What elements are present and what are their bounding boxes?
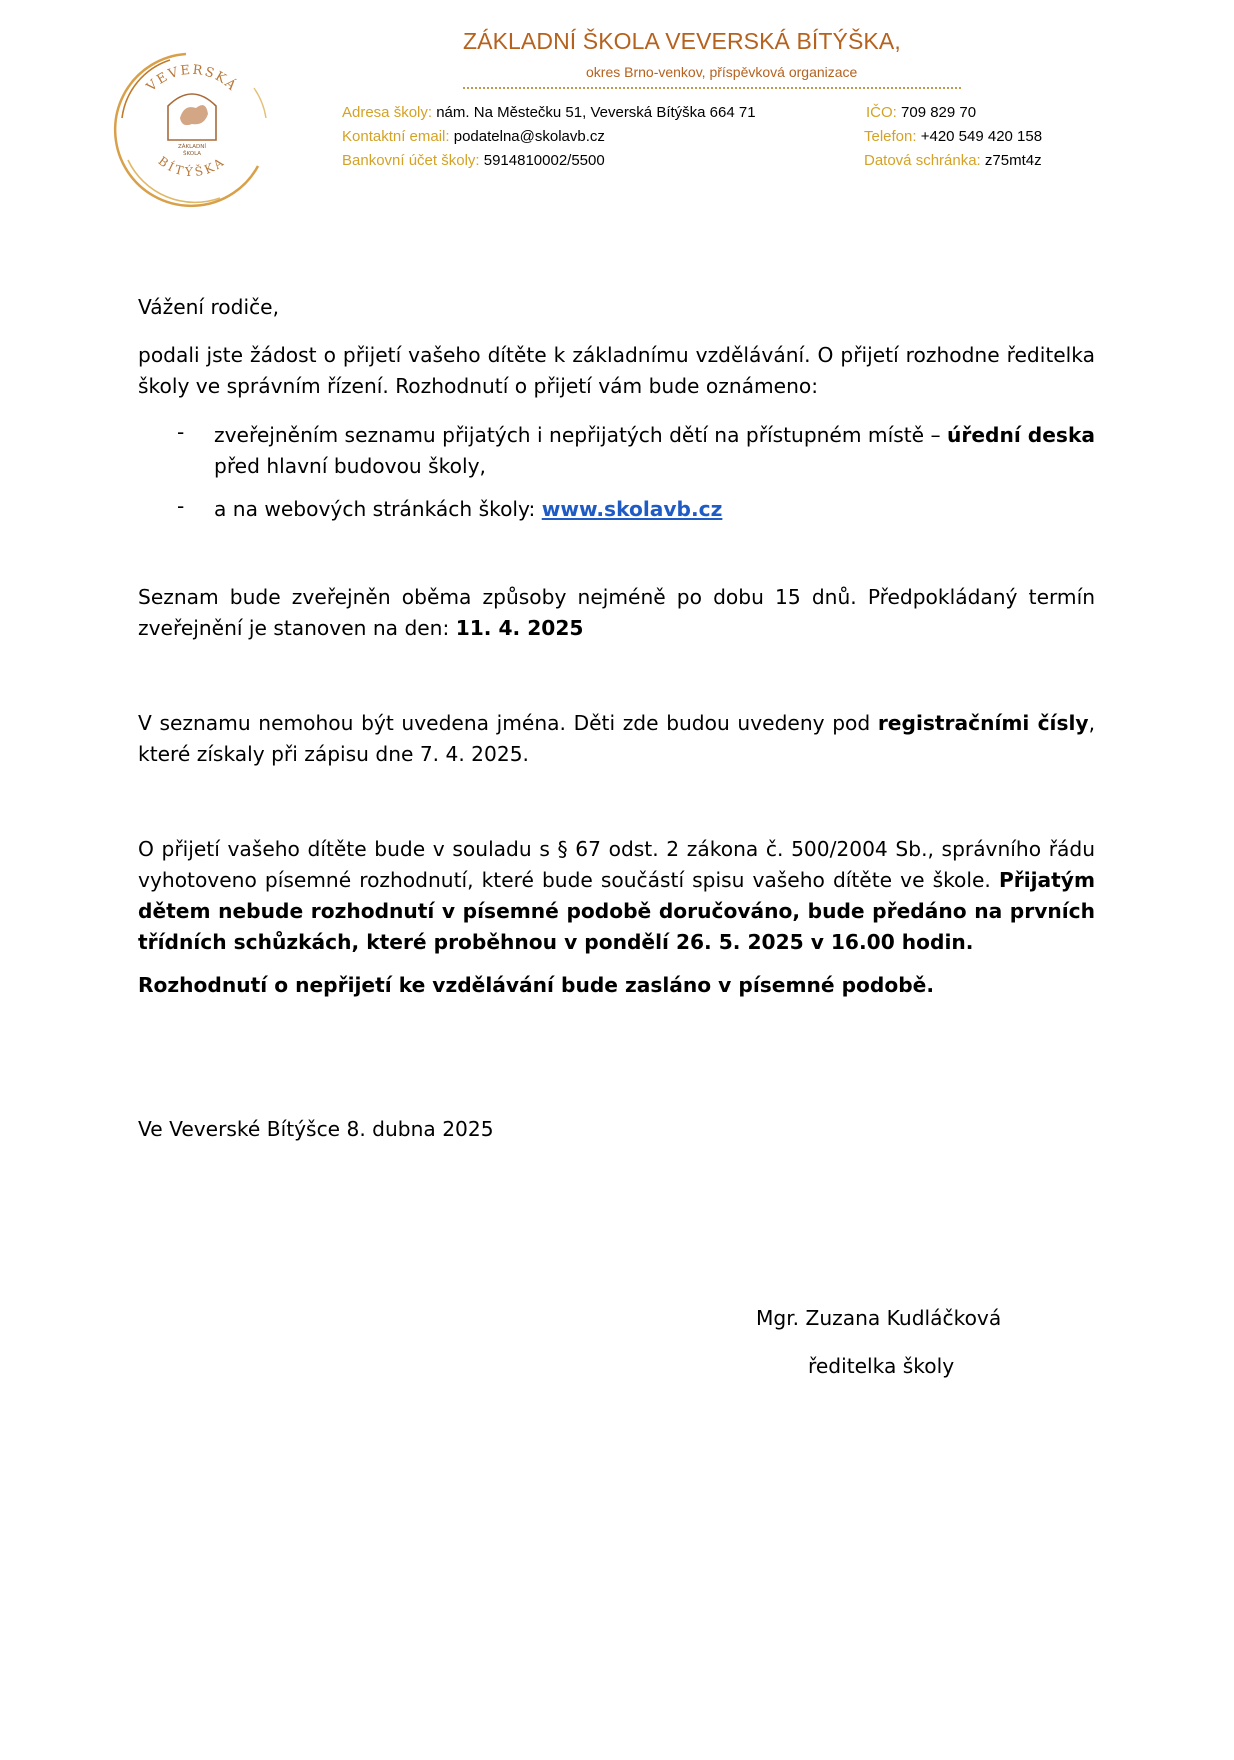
bank-value: 5914810002/5500 (483, 152, 605, 169)
bullet1-bold: úřední deska (947, 423, 1095, 447)
publish-date: 11. 4. 2025 (455, 616, 584, 640)
databox-label: Datová schránka: (864, 152, 981, 169)
school-name: ZÁKLADNÍ ŠKOLA VEVERSKÁ BÍTÝŠKA, (463, 28, 901, 54)
bank-line (342, 152, 605, 169)
signer-role: ředitelka školy (808, 1354, 955, 1378)
phone-value: +420 549 420 158 (920, 128, 1043, 145)
email-line (342, 128, 605, 145)
ico-label: IČO: (866, 104, 897, 121)
bank-label: Bankovní účet školy: (342, 152, 480, 169)
intro-paragraph: podali jste žádost o přijetí vašeho dítěte k základnímu vzdělávání. O přijetí rozhodne ředitelka školy ve správním řízení. Rozhodnutí o přijetí vám bude oznámeno: (138, 343, 1095, 398)
bullet-dash: - (177, 494, 185, 518)
rejection-bold: Rozhodnutí o nepřijetí ke vzdělávání bude zasláno v písemné podobě. (138, 973, 935, 997)
svg-text:BÍTÝŠKA (156, 154, 229, 179)
names-bold: registračními čísly (877, 711, 1089, 735)
databox-line (864, 152, 1042, 169)
address-line (342, 104, 756, 121)
publish-text: Seznam bude zveřejněn oběma způsoby nejméně po dobu 15 dnů. Předpokládaný termín zveřejnění je stanoven na den: (138, 585, 1095, 640)
logo-inner-line1: ZÁKLADNÍ (177, 144, 207, 150)
school-subtitle: okres Brno-venkov, příspěvková organizace (586, 64, 858, 80)
phone-label: Telefon: (864, 128, 917, 145)
email-value[interactable]: podatelna@skolavb.cz (453, 128, 605, 145)
place-date: Ve Veverské Bítýšce 8. dubna 2025 (138, 1117, 494, 1141)
logo-text-top: VEVERSKÁ (144, 62, 240, 95)
names-paragraph (138, 708, 1095, 770)
greeting: Vážení rodiče, (138, 295, 280, 319)
bullet-dash: - (177, 420, 185, 444)
signer-name: Mgr. Zuzana Kudláčková (756, 1306, 1002, 1330)
bullet1-rest: před hlavní budovou školy, (214, 454, 486, 478)
logo-text-bottom: BÍTÝŠKA (155, 153, 229, 180)
phone-line (864, 128, 1042, 145)
bullet-item-notice-board (214, 420, 1095, 482)
school-logo (108, 48, 276, 208)
publish-paragraph (138, 582, 1095, 644)
databox-value: z75mt4z (984, 152, 1042, 169)
decision-paragraph (138, 834, 1095, 958)
address-value: nám. Na Městečku 51, Veverská Bítýška 664 71 (436, 104, 756, 121)
bullet2-text: a na webových stránkách školy: (214, 497, 542, 521)
address-label: Adresa školy: (342, 104, 433, 121)
bullet-item-website (214, 494, 1095, 525)
rejection-paragraph (138, 970, 1095, 1001)
names-rest: , které získaly při zápisu dne 7. 4. 2025. (138, 711, 1095, 766)
svg-text:VEVERSKÁ (143, 63, 240, 96)
bullet1-text: zveřejněním seznamu přijatých i nepřijatých dětí na přístupném místě – (214, 423, 947, 447)
ico-line (866, 104, 976, 121)
ico-value: 709 829 70 (901, 104, 977, 121)
names-text: V seznamu nemohou být uvedena jména. Děti zde budou uvedeny pod (138, 711, 878, 735)
decision-bold: Přijatým dětem nebude rozhodnutí v písemné podobě doručováno, bude předáno na prvních třídních schůzkách, které proběhnou v pondělí 26. 5. 2025 v 16.00 hodin. (138, 868, 1095, 954)
logo-inner-line2: ŠKOLA (182, 151, 202, 157)
header-divider (463, 87, 961, 89)
website-link[interactable]: www.skolavb.cz (541, 497, 723, 521)
email-label: Kontaktní email: (342, 128, 450, 145)
decision-text: O přijetí vašeho dítěte bude v souladu s § 67 odst. 2 zákona č. 500/2004 Sb., správního řádu vyhotoveno písemné rozhodnutí, které bude součástí spisu vašeho dítěte ve škole. (138, 837, 1095, 892)
